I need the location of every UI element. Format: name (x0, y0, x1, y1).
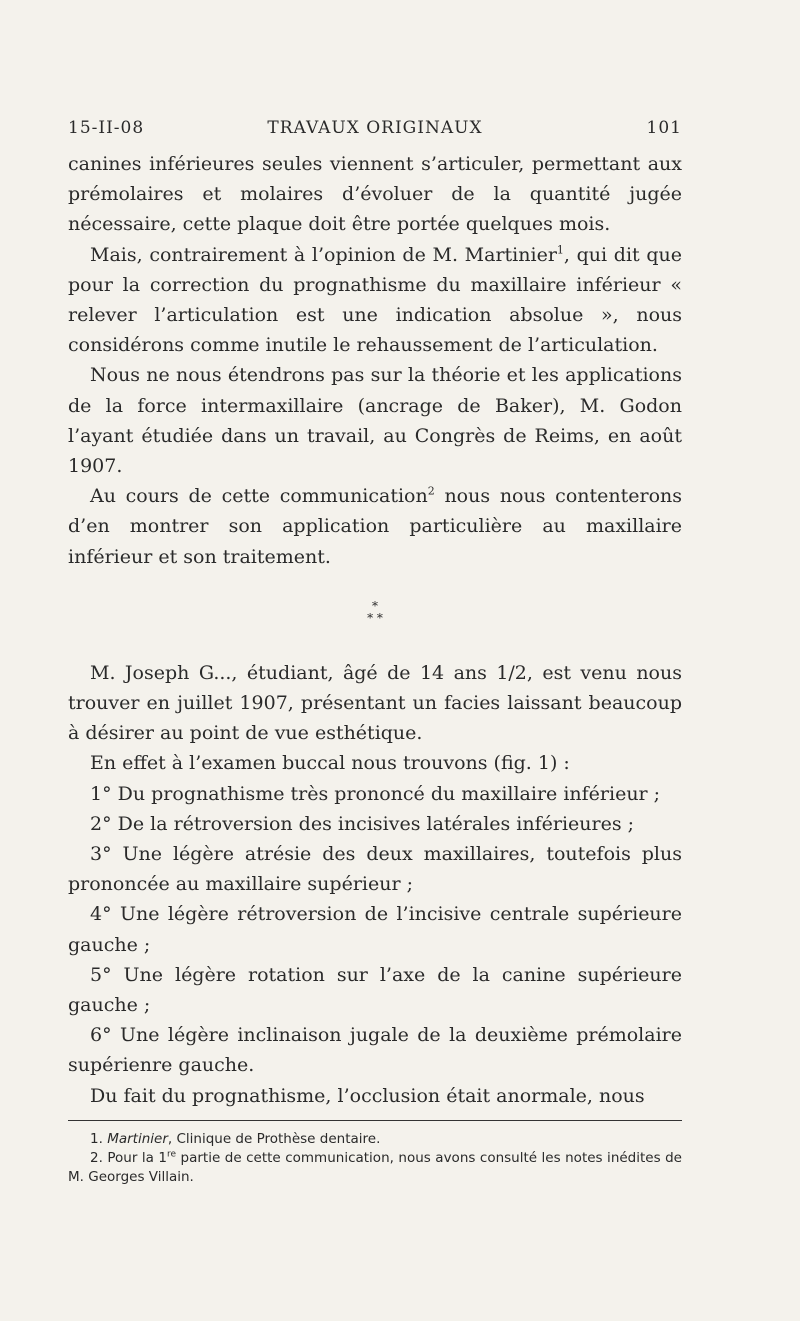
asterism-bottom: * * (367, 610, 383, 625)
footnote-divider (68, 1120, 682, 1121)
footnote-author: Martinier (107, 1131, 168, 1147)
case-list-item: 5° Une légère rotation sur l’axe de la canine supérieure gauche ; (68, 963, 682, 1017)
footnote-ref: 2 (427, 484, 435, 498)
footnote-superscript: re (167, 1149, 177, 1160)
footnotes (68, 1130, 682, 1187)
footnote-text: , Clinique de Prothèse dentaire. (167, 1131, 381, 1147)
paragraph-text: Mais, contrairement à l’opinion de M. Martinier (90, 243, 557, 266)
main-text (68, 149, 682, 1111)
paragraph-text: Au cours de cette communication (90, 485, 428, 508)
paragraph (68, 240, 682, 361)
footnote-2 (68, 1149, 682, 1187)
page-number: 101 (646, 118, 682, 138)
case-list-item: 4° Une légère rétroversion de l’incisive centrale supérieure gauche ; (68, 903, 682, 956)
header-date: 15-II-08 (68, 118, 145, 138)
footnote-text: Pour la 1 (107, 1150, 167, 1166)
footnote-text: partie de cette communication, nous avons consulté les notes inédites de M. Georges Villain. (68, 1150, 682, 1185)
case-paragraph: M. Joseph G..., étudiant, âgé de 14 ans 1/2, est venu nous trouver en juillet 1907, présentant un facies laissant beaucoup à désirer au point de vue esthétique. (68, 661, 682, 745)
case-paragraph: En effet à l’examen buccal nous trouvons (fig. 1) : (90, 752, 570, 775)
section-asterism (68, 600, 682, 624)
asterism-top: * (372, 598, 378, 613)
paragraph-text: , qui dit que pour la correction du prognathisme du maxillaire inférieur « relever l’articulation est une indication absolue », nous considérons comme inutile le rehaussement de l’articulation. (68, 243, 683, 357)
footnote-number: 1. (90, 1131, 103, 1147)
paragraph: canines inférieures seules viennent s’articuler, permettant aux prémolaires et molaires d’évoluer de la quantité jugée nécessaire, cette plaque doit être portée quelques mois. (68, 153, 682, 236)
paragraph-text: nous nous contenterons d’en montrer son application particulière au maxillaire inférieur et son traitement. (68, 485, 682, 568)
header-title: TRAVAUX ORIGINAUX (267, 118, 483, 138)
running-header (68, 118, 682, 142)
footnote-ref: 1 (556, 243, 564, 257)
footnote-1 (68, 1130, 682, 1149)
case-paragraph: Du fait du prognathisme, l’occlusion était anormale, nous (90, 1084, 645, 1107)
paragraph (68, 481, 682, 572)
case-list-item: 6° Une légère inclinaison jugale de la deuxième prémolaire supérienre gauche. (68, 1024, 682, 1077)
case-list-item: 3° Une légère atrésie des deux maxillaires, toutefois plus prononcée au maxillaire supérieur ; (68, 843, 682, 896)
paragraph: Nous ne nous étendrons pas sur la théorie et les applications de la force intermaxillaire (ancrage de Baker), M. Godon l’ayant étudiée dans un travail, au Congrès de Reims, en août 1907. (68, 364, 682, 478)
case-list-item: 2° De la rétroversion des incisives latérales inférieures ; (90, 812, 635, 835)
footnote-number: 2. (90, 1150, 103, 1166)
case-list-item: 1° Du prognathisme très prononcé du maxillaire inférieur ; (90, 782, 661, 805)
